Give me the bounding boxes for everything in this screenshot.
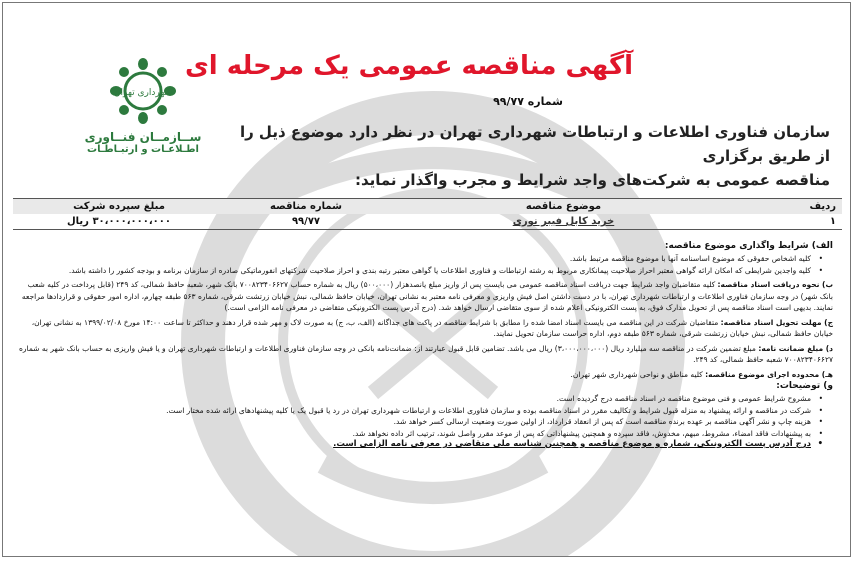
list-item-emphasis: • درج آدرس پست الکترونیکی، شماره و موضوع مناقصه و همچنین شناسه ملی متقاضی در معرفی نامه الزامی است. bbox=[13, 439, 811, 451]
list-item: • کلیه اشخاص حقوقی که موضوع اساسنامه آنها با موضوع مناقصه مرتبط باشد. bbox=[13, 253, 811, 265]
tender-table bbox=[13, 198, 842, 230]
list-item: • کلیه واجدین شرایطی که امکان ارائه گواهی معتبر احراز صلاحیت پیمانکاری مربوط به رشته ارتباطات و فناوری اطلاعات یا گواهی معتبر رتبه بندی و احراز صلاحیت شرکتهای انفورماتیکی صادره از سازمان برنامه و بودجه کشور را داشته باشد. bbox=[13, 265, 811, 277]
section-a-title: الف) شرایط واگذاری موضوع مناقصه: bbox=[664, 241, 833, 251]
notice-body bbox=[13, 240, 833, 451]
tehran-municipality-logo-icon bbox=[100, 58, 186, 124]
section-c-text: متقاضیان شرکت در این مناقصه می بایست اسناد امضا شده را مطابق با شرایط مناقصه در پاکت های جداگانه (الف، ب، ج) به صورت لاک و مهر شده قرار دهند و حداکثر تا ساعت ۱۴:۰۰ مورخ ۱۳۹۹/۰۲/۰۸ به نشانی تهران، خیابان حافظ شمالی، نبش خیابان زرتشت شرقی، شماره ۵۶۳ طبقه دوم، اداره حراست سازمان تحویل نمایند. bbox=[31, 317, 833, 338]
section-d-text: مبلغ تضمین شرکت در مناقصه سه میلیارد ریال (۳،۰۰۰،۰۰۰،۰۰۰) ریال می باشد. تضامین قابل قبول عبارتند از: ضمانت‌نامه بانکی در وجه سازمان فناوری اطلاعات و ارتباطات شهرداری تهران و یا فیش واریزی به حساب بانک شهر به شماره ۷۰۰۸۲۳۴۰۶۶۲۷ شعبه حافظ شمالی، کد ۲۴۹. bbox=[19, 343, 833, 364]
col-row: ردیف bbox=[740, 199, 842, 215]
logo-line-2: اطـلاعـات و ارتبـاطـات bbox=[87, 144, 199, 155]
logo-seal-text: شهرداری تهران bbox=[113, 88, 173, 98]
intro-line-1: سازمان فناوری اطلاعات و ارتباطات شهرداری تهران در نظر دارد موضوع ذیل را از طریق برگزاری bbox=[239, 123, 830, 165]
col-number: شماره مناقصه bbox=[225, 199, 387, 215]
section-b-title: ب) نحوه دریافت اسناد مناقصه: bbox=[717, 280, 833, 289]
logo-line-1: ســازمــان فنــاوری bbox=[84, 130, 202, 144]
section-f-list bbox=[13, 393, 833, 451]
intro-line-2: مناقصه عمومی به شرکت‌های واجد شرایط و مجرب واگذار نماید: bbox=[354, 171, 830, 189]
cell-number: ۹۹/۷۷ bbox=[225, 214, 387, 230]
intro-paragraph bbox=[230, 120, 830, 192]
tender-notice-page bbox=[2, 2, 851, 557]
notice-title: آگهی مناقصه عمومی یک مرحله ای bbox=[184, 51, 633, 81]
cell-row: ۱ bbox=[740, 214, 842, 230]
section-c bbox=[13, 317, 833, 340]
list-item: • شرکت در مناقصه و ارائه پیشنهاد به منزله قبول شرایط و تکالیف مقرر در اسناد مناقصه بوده و سازمان فناوری اطلاعات و ارتباطات شهرداری تهران در رد یا قبول یک یا کلیه پیشنهادهای ارائه شده مختار است. bbox=[13, 405, 811, 417]
section-c-title: ج) مهلت تحویل اسناد مناقصه: bbox=[720, 317, 833, 327]
section-e-text: کلیه مناطق و نواحی شهرداری شهر تهران. bbox=[570, 369, 703, 379]
list-item: • هزینه چاپ و نشر آگهی مناقصه بر عهده برنده مناقصه است که پس از انعقاد قرارداد، از اولین صورت وضعیت ارسالی کسر خواهد شد. bbox=[13, 416, 811, 428]
section-f-title: و) توضیحات: bbox=[776, 381, 833, 391]
cell-deposit: ۳۰،۰۰۰،۰۰۰،۰۰۰ ریال bbox=[13, 214, 225, 230]
cell-subject: خرید کابل فیبر نوری bbox=[387, 214, 740, 230]
section-e-title: هـ) محدوده اجرای موضوع مناقصه: bbox=[705, 369, 833, 379]
col-deposit: مبلغ سپرده شرکت bbox=[13, 199, 225, 215]
notice-number: شماره ۹۹/۷۷ bbox=[493, 95, 563, 108]
list-item: • مشروح شرایط عمومی و فنی موضوع مناقصه در اسناد مناقصه درج گردیده است. bbox=[13, 393, 811, 405]
section-e bbox=[13, 369, 833, 381]
section-d-title: د) مبلغ ضمانت نامه: bbox=[758, 343, 833, 353]
section-b-text: کلیه متقاضیان واجد شرایط جهت دریافت اسناد مناقصه عمومی می بایست پس از واریز مبلغ یانصدهزار (۵۰۰،۰۰۰) ریال به شماره حساب ۷۰۰۸۲۳۴۰۶۶۲۷ بانک شهر، شعبه حافظ شمالی، کد ۲۴۹ (قابل پرداخت در کلیه شعب بانک شهر) در وجه سازمان فناوری اطلاعات و ارتباطات شهرداری تهران، با در دست داشتن اصل فیش واریزی و معرفی نامه معتبر به نشانی تهران، خیابان حافظ شمالی، نبش خیابان زرتشت شرقی، شماره ۵۶۳ طبقه چهارم، اداره امور حقوقی و قراردادها مراجعه نمایند. بدیهی است اسناد مناقصه پس از تحویل مدارک فوق، به پست الکترونیکی اعلام شده از سوی متقاضی ارسال خواهد شد. (درج آدرس پست الکترونیکی متقاضی در معرفی نامه الزامی است.) bbox=[21, 280, 833, 312]
section-d bbox=[13, 343, 833, 366]
section-a-list bbox=[13, 253, 833, 276]
table-header-row bbox=[13, 199, 842, 215]
section-b bbox=[13, 279, 833, 314]
col-subject: موضوع مناقصه bbox=[387, 199, 740, 215]
table-row bbox=[13, 214, 842, 230]
list-item: • به پیشنهادات فاقد امضاء، مشروط، مبهم، مخدوش، فاقد سپرده و همچنین پیشنهاداتی که پس از موعد مقرر واصل شوند، ترتیب اثر داده نخواهد شد. bbox=[13, 428, 811, 440]
